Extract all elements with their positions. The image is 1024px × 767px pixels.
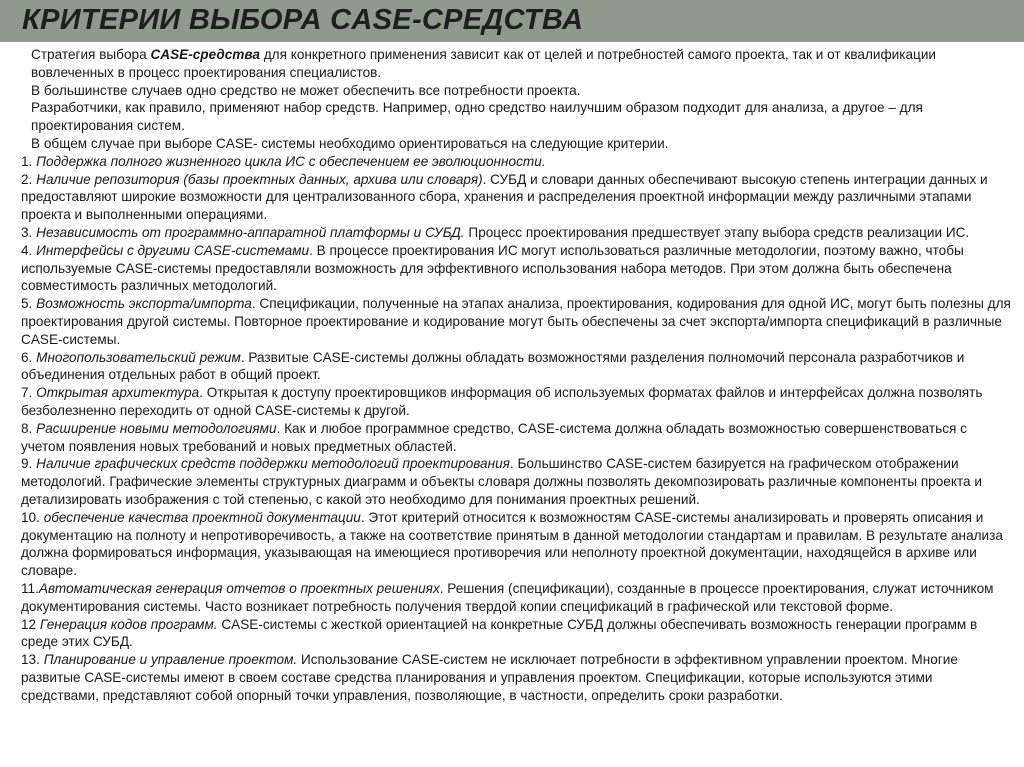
criterion-title: Возможность экспорта/импорта bbox=[36, 296, 252, 312]
criterion-title: Наличие репозитория (базы проектных данных, архива или словаря) bbox=[36, 171, 483, 187]
criterion-number: 11. bbox=[21, 580, 39, 596]
criterion-number: 6. bbox=[21, 349, 37, 365]
criterion-number: 10. bbox=[21, 509, 44, 525]
criterion-10 bbox=[21, 509, 1011, 580]
intro-p1-post: для конкретного применения зависит как от целей и потребностей самого проекта, так и от квалификации вовлеченных в процесс проектирования специалистов. bbox=[31, 47, 937, 80]
criterion-text: . СУБД и словари данных обеспечивают высокую степень интеграции данных и предоставляют широкие возможности для централизованного сбора, хранения и распределения проектной информации между различными этапами проекта и выполненными операциями. bbox=[21, 171, 988, 223]
criterion-text: Процесс проектирования предшествует этапу выбора средств реализации ИС. bbox=[464, 224, 970, 240]
intro-paragraph-3: Разработчики, как правило, применяют набор средств. Например, одно средство наилучшим образом подходит для анализа, а другое – для проектирования систем. bbox=[31, 100, 923, 134]
criterion-12 bbox=[21, 616, 1011, 652]
criterion-text: . Этот критерий относится к возможностям CASE-системы анализировать и проверять описания и документацию на полноту и непротиворечивость, а также на соответствие принятым в данной методологии стандартам и правилам. В результате анализа должна формироваться информация, указывающая на имеющиеся противоречия или неполноту проектной документации, находящейся в архиве или словаре. bbox=[21, 509, 1003, 579]
criterion-title: Планирование и управление проектом. bbox=[43, 652, 298, 668]
criterion-text: . В процессе проектирования ИС могут использоваться различные методологии, поэтому важно, чтобы используемые CASE-системы предоставляли возможность для эффективного использования набора методов. При этом должна быть обеспечена совместимость различных методологий. bbox=[21, 242, 964, 294]
criterion-text: Использование CASE-систем не исключает потребности в эффективном управлении проектом. Многие развитые CASE-системы имеют в своем составе средства планирования и управления проектом. Спецификации, которые используются этими средствами, представляют собой опорный точки управления, позволяющие, в частности, определить сроки разработки. bbox=[21, 652, 958, 703]
criterion-title: Интерфейсы с другими CASE-системами bbox=[36, 242, 310, 258]
criterion-number: 8. bbox=[21, 420, 37, 436]
criterion-number: 9. bbox=[21, 456, 37, 472]
slide-title: КРИТЕРИИ ВЫБОРА CASE-СРЕДСТВА bbox=[22, 4, 584, 36]
criterion-number: 7. bbox=[21, 385, 37, 401]
criterion-title: Открытая архитектура bbox=[36, 385, 200, 401]
criterion-number: 3. bbox=[21, 224, 37, 240]
criterion-6 bbox=[21, 349, 1011, 385]
criterion-8 bbox=[21, 420, 1011, 456]
criterion-title: Многопользовательский режим bbox=[36, 349, 241, 365]
criterion-text: CASE-системы с жесткой ориентацией на конкретные СУБД должны обеспечивать возможность генерации программ в среде этих СУБД. bbox=[21, 616, 978, 650]
criterion-13 bbox=[21, 651, 1011, 704]
criterion-number: 2. bbox=[21, 171, 37, 187]
criterion-title: обеспечение качества проектной документации bbox=[43, 509, 361, 525]
criterion-title: Расширение новыми методологиями bbox=[36, 420, 277, 436]
criterion-4 bbox=[21, 242, 1011, 295]
title-bar bbox=[0, 0, 1024, 42]
criterion-1 bbox=[21, 153, 1011, 171]
criterion-title: Поддержка полного жизненного цикла ИС с обеспечением ее эволюционности. bbox=[36, 153, 546, 169]
criterion-number: 13. bbox=[21, 652, 44, 668]
criterion-5 bbox=[21, 295, 1011, 348]
criterion-7 bbox=[21, 384, 1011, 420]
criterion-title: Наличие графических средств поддержки методологий проектирования bbox=[36, 456, 510, 472]
criterion-number: 5. bbox=[21, 296, 37, 312]
criterion-number: 1. bbox=[21, 153, 37, 169]
intro-paragraph-1 bbox=[21, 46, 1011, 82]
criterion-2 bbox=[21, 171, 1011, 224]
criterion-9 bbox=[21, 455, 1011, 508]
criterion-number: 4. bbox=[21, 242, 37, 258]
intro-p1-pre: Стратегия выбора bbox=[31, 47, 151, 62]
criterion-title: Генерация кодов программ. bbox=[39, 616, 218, 632]
criterion-text: . Как и любое программное средство, CASE-система должна обладать возможностью совершенствоваться с учетом появления новых требований и новых предметных областей. bbox=[21, 420, 967, 454]
criterion-text: . Решения (спецификации), созданные в процессе проектирования, служат источником документирования системы. Часто возникает потребность получения твердой копии спецификаций в графической или текстовой форме. bbox=[21, 580, 994, 614]
intro-p1-bold: CASE-средства bbox=[150, 47, 260, 62]
criterion-title: Независимость от программно-аппаратной платформы и СУБД. bbox=[36, 224, 465, 240]
criterion-3 bbox=[21, 224, 1011, 242]
intro-paragraph-4: В общем случае при выборе CASE- системы необходимо ориентироваться на следующие критерии. bbox=[31, 135, 669, 151]
criterion-title: Автоматическая генерация отчетов о проектных решениях bbox=[38, 580, 440, 596]
criterion-text: . Развитые CASE-системы должны обладать возможностями разделения полномочий персонала разработчиков и объединения отдельных работ в общий проект. bbox=[21, 349, 965, 383]
criterion-text: . Открытая к доступу проектировщиков информация об используемых форматах файлов и интерфейсах должна позволять безболезненно переходить от одной CASE-системы к другой. bbox=[21, 385, 983, 418]
criterion-11 bbox=[21, 580, 1011, 616]
criterion-text: . Спецификации, полученные на этапах анализа, проектирования, кодирования для одной ИС, могут быть полезны для проектирования другой системы. Повторное проектирование и кодирование могут быть обеспечены за счет экспорта/импорта спецификаций в различные CASE-системы. bbox=[21, 296, 1011, 347]
criterion-text: . Большинство CASE-систем базируется на графическом отображении методологий. Графические элементы структурных диаграмм и объекты словаря должны позволять декомпозировать различные компоненты проекта и детализировать изображения с той степенью, с какой это необходимо для понимания проектных решений. bbox=[21, 456, 982, 507]
slide-content bbox=[21, 46, 1011, 704]
criterion-number: 12 bbox=[21, 616, 40, 632]
intro-paragraph-2: В большинстве случаев одно средство не может обеспечить все потребности проекта. bbox=[31, 82, 581, 98]
